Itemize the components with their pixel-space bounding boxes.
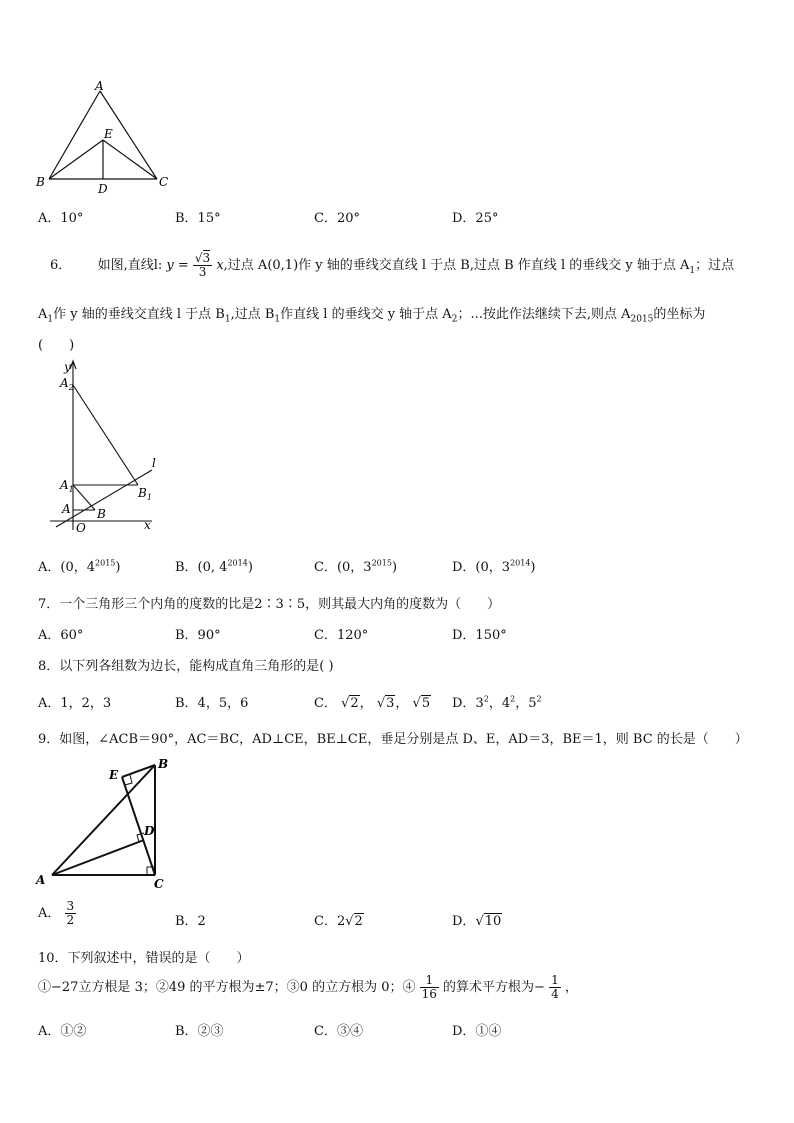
svg-text:B: B [158,757,169,771]
q5-label-a: A [95,79,104,93]
svg-text:A1: $A_1$ [60,478,74,494]
q9-triangle-figure [34,755,174,891]
q5-option-c: C．20° [314,211,360,226]
q6-number: 6． [50,258,72,274]
svg-text:x: x [144,518,151,532]
svg-text:A2: $A_2$ [60,376,74,392]
svg-text:l: l [152,456,156,470]
q10-option-b: B．②③ [175,1024,224,1039]
svg-text:C: C [154,877,164,891]
q5-option-b: B．15° [175,211,221,226]
q5-label-b: B [36,175,45,189]
q7-option-a: A．60° [38,628,84,643]
q5-option-d: D．25° [452,211,499,226]
q7-option-c: C．120° [314,628,369,643]
svg-text:O: O [76,521,86,535]
svg-text:D: D [144,824,155,838]
q5-option-a: A．10° [38,211,84,226]
q10-option-d: D．①④ [452,1024,502,1039]
q5-label-c: C [159,175,169,189]
q6-slope-fraction: $\frac{√3}{3}$ [194,251,211,280]
q9-option-b: B．2 [175,914,206,929]
q5-label-e: E [104,127,113,141]
q5-label-d: D [98,182,108,196]
q5-triangle-figure [32,78,177,196]
q9-option-c: C．2√2 [314,914,363,929]
svg-text:A: A [36,873,46,887]
q6-option-a: A．(0，$4^{2015}$) [38,558,121,575]
q6-answer-paren: ( ) [38,338,75,353]
svg-text:y: y [64,360,71,374]
q10-option-a: A．①② [38,1024,87,1039]
q8-option-a: A．1，2，3 [38,696,112,711]
q7-option-b: B．90° [175,628,221,643]
q8-text: 8．以下列各组数为边长，能构成直角三角形的是( ) [38,659,334,674]
q10-text: 10．下列叙述中，错误的是（ ） [38,951,250,966]
q10-option-c: C．③④ [314,1024,363,1039]
q6-option-c: C．(0，$3^{2015}$) [314,558,398,575]
q6-option-b: B．(0, $4^{2014}$) [175,558,253,575]
svg-text:B1: $B_1$ [138,486,152,502]
q7-text: 7．一个三角形三个内角的度数的比是2∶3∶5，则其最大内角的度数为（ ） [38,597,501,612]
q6-option-d: D．(0，$3^{2014}$) [452,558,536,575]
svg-text:A: A [62,502,71,516]
svg-text:B: B [97,507,106,521]
q8-option-b: B．4，5，6 [175,696,249,711]
q6-line1: 6． 如图,直线l: y = $\frac{√3}{3}$ x,过点 A(0,1)作 y 轴的垂线交直线 l 于点 B,过点 B 作直线 l 的垂线交 y 轴于点 $A_1$；过点 [50,251,735,280]
q6-line2: $A_1$作 y 轴的垂线交直线 l 于点 $B_1$,过点 $B_1$作直线 l 的垂线交 y 轴于点 $A_2$；...按此作法继续下去,则点 $A_{2015}$的坐标为 [38,307,706,325]
q10-statements: ①−27立方根是 3；②49 的平方根为±7；③0 的立方根为 0；④ $\frac{1}{16}$ 的算术平方根为− $\frac{1}{4}$ ， [38,973,578,1002]
q8-option-c: C． √2， √3， √5 [314,696,431,711]
q6-coordinate-figure [40,355,170,537]
svg-text:E: E [109,768,119,782]
q9-option-d: D．√10 [452,914,502,929]
q9-option-a: A． $\frac{3}{2}$ [38,899,75,928]
q7-option-d: D．150° [452,628,507,643]
q9-text: 9．如图，∠ACB＝90°，AC＝BC，AD⊥CE，BE⊥CE，垂足分别是点 D、E，AD＝3，BE＝1，则 BC 的长是（ ） [38,732,748,747]
q8-option-d: D．$3^2$，$4^2$，$5^2$ [452,694,542,711]
